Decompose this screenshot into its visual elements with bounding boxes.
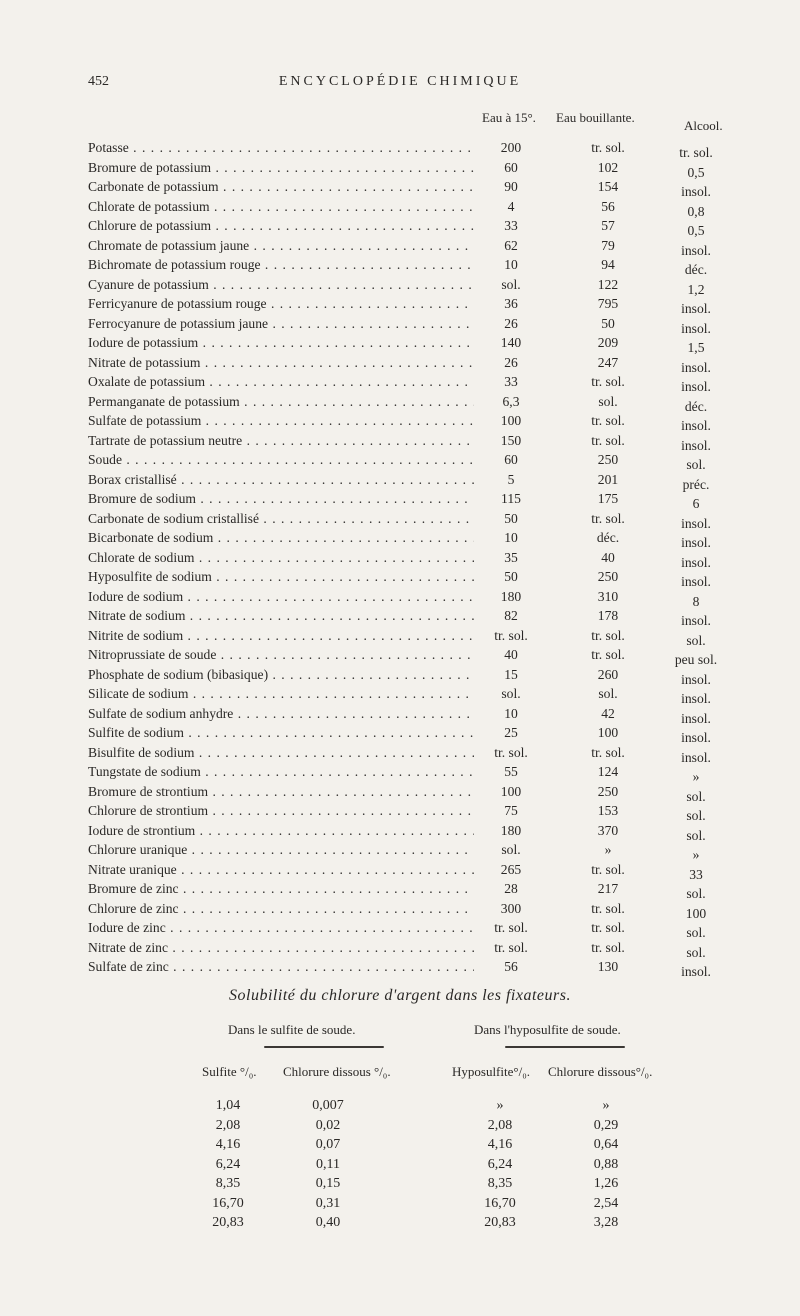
substance-name: Chlorure uranique . . .	[88, 840, 474, 860]
value-eau-bouillante: 130	[597, 959, 619, 974]
value-alcool: insol.	[681, 671, 711, 687]
value-eau-bouillante: 209	[597, 335, 619, 350]
value-eau-15: 300	[500, 900, 522, 916]
substance-name: Carbonate de sodium cristallisé . . .	[88, 509, 474, 529]
value-eau-15: 56	[504, 959, 518, 974]
value-alcool: insol.	[681, 242, 711, 258]
value-eau-bouillante: tr. sol.	[591, 939, 625, 955]
value-alcool: insol.	[681, 730, 711, 745]
value-alcool: sol.	[686, 827, 706, 843]
value-eau-bouillante: 175	[597, 491, 619, 506]
table-row	[88, 177, 728, 197]
value-alcool: sol.	[686, 944, 706, 960]
value-eau-bouillante: 102	[597, 159, 619, 175]
value-sulfite: 2,08	[215, 1117, 241, 1133]
table-row	[88, 197, 728, 217]
substance-name: Ferricyanure de potassium rouge . . .	[88, 294, 474, 314]
table-row	[0, 1135, 800, 1155]
table-row	[88, 372, 728, 392]
value-chlorure-dissous: 2,54	[593, 1195, 619, 1211]
value-eau-15: 10	[504, 530, 518, 545]
substance-name: Iodure de potassium . . .	[88, 333, 474, 353]
value-alcool: sol.	[686, 925, 706, 940]
value-eau-15: 180	[500, 588, 522, 604]
table-row	[88, 158, 728, 178]
table-row	[0, 1194, 800, 1214]
value-hyposulfite: 20,83	[484, 1215, 516, 1230]
value-alcool: insol.	[681, 554, 711, 570]
value-chlorure-dissous: 1,26	[593, 1176, 619, 1191]
substance-name: Chromate de potassium jaune . . .	[88, 236, 474, 256]
value-eau-15: 25	[504, 725, 518, 740]
value-eau-15: 36	[504, 296, 518, 311]
substance-name: Carbonate de potassium . . .	[88, 177, 474, 197]
value-alcool: sol.	[686, 632, 706, 648]
table-row	[88, 665, 728, 685]
value-eau-bouillante: tr. sol.	[591, 374, 625, 389]
value-eau-15: sol.	[501, 276, 521, 292]
substance-name: Iodure de zinc . . .	[88, 918, 474, 938]
value-eau-15: 6,3	[502, 393, 520, 409]
table-row	[0, 1174, 800, 1194]
value-eau-15: 60	[504, 452, 518, 467]
value-eau-bouillante: 250	[597, 569, 619, 584]
value-alcool: insol.	[681, 359, 711, 375]
running-title: ENCYCLOPÉDIE CHIMIQUE	[278, 74, 522, 89]
column-header-chlorure-dissous: Chlorure dissous °/₀.	[283, 1064, 391, 1079]
value-eau-15: tr. sol.	[494, 920, 528, 935]
substance-name: Chlorure de potassium . . .	[88, 216, 474, 236]
table-row	[88, 353, 728, 373]
value-eau-bouillante: déc.	[596, 530, 620, 545]
value-eau-15: 35	[504, 549, 518, 565]
table-row	[88, 509, 728, 529]
table-row	[88, 528, 728, 548]
substance-name: Sulfate de potassium . . .	[88, 411, 474, 431]
table-row	[0, 1116, 800, 1136]
column-header-eau-bouillante: Eau bouillante.	[556, 110, 635, 125]
value-alcool: 33	[689, 866, 703, 882]
value-eau-bouillante: tr. sol.	[591, 140, 625, 155]
value-eau-15: 60	[504, 159, 518, 175]
table-row	[88, 743, 728, 763]
value-eau-bouillante: 201	[597, 471, 619, 487]
value-eau-bouillante: 42	[601, 705, 615, 721]
substance-name: Nitrate de potassium . . .	[88, 353, 474, 373]
value-eau-15: 26	[504, 354, 518, 370]
column-header-eau-15: Eau à 15°.	[482, 110, 536, 125]
value-eau-bouillante: 94	[601, 257, 615, 272]
table-row	[88, 645, 728, 665]
table-row	[88, 684, 728, 704]
value-alcool: insol.	[681, 379, 711, 394]
table-row	[88, 840, 728, 860]
table-row	[88, 762, 728, 782]
substance-name: Bichromate de potassium rouge . . .	[88, 255, 474, 275]
solubility-table-header	[0, 110, 800, 134]
value-eau-bouillante: tr. sol.	[591, 900, 625, 916]
value-eau-15: sol.	[501, 686, 521, 701]
value-eau-15: 140	[500, 335, 522, 350]
substance-name: Permanganate de potassium . . .	[88, 392, 474, 412]
table-row	[88, 723, 728, 743]
value-eau-15: tr. sol.	[494, 744, 528, 760]
substance-name: Nitrate de sodium . . .	[88, 606, 474, 626]
value-chlorure-dissous: 0,15	[315, 1176, 341, 1191]
table-row	[88, 606, 728, 626]
value-eau-bouillante: 310	[597, 588, 619, 604]
value-eau-bouillante: sol.	[598, 393, 618, 409]
substance-name: Bicarbonate de sodium . . .	[88, 528, 474, 548]
value-sulfite: 6,24	[215, 1156, 241, 1172]
value-alcool: »	[692, 769, 700, 784]
value-eau-15: 33	[504, 374, 518, 389]
value-eau-bouillante: tr. sol.	[591, 647, 625, 662]
value-chlorure-dissous: »	[602, 1098, 610, 1113]
value-eau-15: 26	[504, 315, 518, 331]
substance-name: Oxalate de potassium . . .	[88, 372, 474, 392]
substance-name: Potasse . . .	[88, 138, 474, 158]
value-eau-bouillante: tr. sol.	[591, 510, 625, 526]
value-chlorure-dissous: 3,28	[593, 1215, 619, 1230]
substance-name: Chlorate de potassium . . .	[88, 197, 474, 217]
value-eau-15: 75	[504, 803, 518, 818]
value-eau-15: 10	[504, 257, 518, 272]
value-alcool: peu sol.	[674, 652, 718, 667]
value-eau-bouillante: tr. sol.	[591, 432, 625, 448]
value-hyposulfite: 16,70	[484, 1195, 516, 1211]
value-sulfite: 1,04	[215, 1098, 241, 1113]
value-eau-bouillante: 50	[601, 315, 615, 331]
value-alcool: insol.	[681, 535, 711, 550]
hyposulfite-heading: Dans l'hyposulfite de soude.	[474, 1022, 621, 1037]
value-hyposulfite: 6,24	[487, 1156, 513, 1172]
value-alcool: insol.	[681, 184, 711, 199]
table-row	[88, 314, 728, 334]
value-alcool: insol.	[681, 749, 711, 765]
value-eau-bouillante: 370	[597, 822, 619, 838]
substance-name: Cyanure de potassium . . .	[88, 275, 474, 295]
table-row	[88, 821, 728, 841]
value-eau-15: 265	[500, 861, 522, 877]
value-hyposulfite: 4,16	[487, 1137, 513, 1152]
value-eau-15: 40	[504, 647, 518, 662]
table-row	[88, 918, 728, 938]
table-row	[88, 801, 728, 821]
value-sulfite: 16,70	[212, 1195, 244, 1211]
substance-name: Nitroprussiate de soude . . .	[88, 645, 474, 665]
value-alcool: insol.	[681, 418, 711, 433]
value-eau-bouillante: sol.	[598, 686, 618, 701]
value-alcool: déc.	[684, 398, 708, 414]
substance-name: Tungstate de sodium . . .	[88, 762, 474, 782]
value-eau-bouillante: 217	[597, 881, 619, 896]
value-alcool: insol.	[681, 320, 711, 336]
section-title: Solubilité du chlorure d'argent dans les fixateurs.	[229, 987, 571, 1004]
table-row	[88, 489, 728, 509]
value-eau-bouillante: 178	[597, 608, 619, 623]
value-alcool: sol.	[686, 457, 706, 472]
substance-name: Bromure de sodium . . .	[88, 489, 474, 509]
substance-name: Iodure de strontium . . .	[88, 821, 474, 841]
value-eau-15: tr. sol.	[494, 939, 528, 955]
table-row	[88, 138, 728, 158]
substance-name: Bisulfite de sodium . . .	[88, 743, 474, 763]
decorative-rule	[264, 1046, 384, 1048]
value-eau-15: 5	[507, 471, 515, 487]
value-eau-bouillante: 260	[597, 666, 619, 682]
table-row	[88, 216, 728, 236]
value-eau-15: tr. sol.	[494, 627, 528, 643]
value-chlorure-dissous: 0,29	[593, 1117, 619, 1133]
table-row	[88, 879, 728, 899]
value-alcool: 100	[685, 905, 707, 921]
value-eau-15: 100	[500, 783, 522, 799]
value-alcool: 1,5	[687, 340, 705, 355]
table-row	[88, 294, 728, 314]
value-eau-bouillante: 56	[601, 198, 615, 214]
value-eau-bouillante: 124	[597, 764, 619, 779]
value-eau-15: 62	[504, 237, 518, 253]
value-eau-15: 50	[504, 569, 518, 584]
value-eau-bouillante: tr. sol.	[591, 920, 625, 935]
value-alcool: 0,5	[687, 223, 705, 238]
value-eau-bouillante: 250	[597, 452, 619, 467]
value-eau-15: 50	[504, 510, 518, 526]
value-eau-bouillante: 79	[601, 237, 615, 253]
value-alcool: 0,5	[687, 164, 705, 180]
table-row	[88, 899, 728, 919]
value-alcool: insol.	[681, 301, 711, 316]
table-row	[88, 392, 728, 412]
value-eau-bouillante: 100	[597, 725, 619, 740]
table-row	[88, 860, 728, 880]
table-row	[88, 938, 728, 958]
table-row	[88, 567, 728, 587]
value-eau-15: 28	[504, 881, 518, 896]
fixateurs-table	[0, 1096, 800, 1233]
substance-name: Chlorure de strontium . . .	[88, 801, 474, 821]
value-alcool: sol.	[686, 808, 706, 823]
table-row	[88, 275, 728, 295]
value-eau-bouillante: 154	[597, 179, 619, 194]
substance-name: Silicate de sodium . . .	[88, 684, 474, 704]
table-row	[88, 548, 728, 568]
value-eau-15: 15	[504, 666, 518, 682]
column-header-chlorure-dissous: Chlorure dissous°/₀.	[548, 1064, 653, 1079]
value-eau-15: sol.	[501, 842, 521, 857]
value-eau-bouillante: tr. sol.	[591, 413, 625, 428]
value-alcool: préc.	[682, 476, 710, 492]
value-alcool: sol.	[686, 788, 706, 804]
value-eau-bouillante: 247	[597, 354, 619, 370]
value-eau-bouillante: 153	[597, 803, 619, 818]
value-eau-15: 82	[504, 608, 518, 623]
solubility-table	[88, 138, 728, 977]
value-eau-15: 4	[507, 198, 515, 214]
value-eau-bouillante: 122	[597, 276, 619, 292]
page-header	[88, 74, 712, 96]
value-chlorure-dissous: 0,64	[593, 1137, 619, 1152]
value-chlorure-dissous: 0,07	[315, 1137, 341, 1152]
table-row	[88, 704, 728, 724]
substance-name: Nitrate de zinc . . .	[88, 938, 474, 958]
sulfite-heading: Dans le sulfite de soude.	[228, 1022, 356, 1037]
substance-name: Nitrite de sodium . . .	[88, 626, 474, 646]
value-hyposulfite: »	[496, 1098, 504, 1113]
substance-name: Bromure de zinc . . .	[88, 879, 474, 899]
value-eau-15: 180	[500, 822, 522, 838]
table-row	[0, 1213, 800, 1233]
value-eau-15: 90	[504, 179, 518, 194]
substance-name: Iodure de sodium . . .	[88, 587, 474, 607]
value-hyposulfite: 2,08	[487, 1117, 513, 1133]
table-row	[88, 957, 728, 977]
value-eau-bouillante: 40	[601, 549, 615, 565]
column-header-alcool: Alcool.	[684, 118, 723, 133]
substance-name: Bromure de strontium . . .	[88, 782, 474, 802]
substance-name: Chlorate de sodium . . .	[88, 548, 474, 568]
value-eau-bouillante: 795	[597, 296, 619, 311]
value-alcool: insol.	[681, 613, 711, 628]
value-alcool: 6	[692, 496, 700, 511]
table-row	[0, 1096, 800, 1116]
value-alcool: 1,2	[687, 281, 705, 297]
value-alcool: insol.	[681, 710, 711, 726]
value-eau-15: 200	[500, 140, 522, 155]
table-row	[88, 236, 728, 256]
substance-name: Bromure de potassium . . .	[88, 158, 474, 178]
value-eau-15: 55	[504, 764, 518, 779]
table-row	[88, 450, 728, 470]
value-sulfite: 4,16	[215, 1137, 241, 1152]
substance-name: Borax cristallisé . . .	[88, 470, 474, 490]
value-eau-bouillante: tr. sol.	[591, 744, 625, 760]
value-eau-15: 100	[500, 413, 522, 428]
decorative-rule	[505, 1046, 625, 1048]
value-alcool: insol.	[681, 515, 711, 531]
page-number: 452	[88, 74, 109, 89]
value-alcool: sol.	[686, 886, 706, 901]
substance-name: Sulfate de sodium anhydre . . .	[88, 704, 474, 724]
value-alcool: 0,8	[687, 203, 705, 219]
value-alcool: insol.	[681, 964, 711, 979]
substance-name: Hyposulfite de sodium . . .	[88, 567, 474, 587]
value-alcool: 8	[692, 593, 700, 609]
value-chlorure-dissous: 0,88	[593, 1156, 619, 1172]
value-sulfite: 20,83	[212, 1215, 244, 1230]
value-eau-bouillante: tr. sol.	[591, 627, 625, 643]
substance-name: Ferrocyanure de potassium jaune . . .	[88, 314, 474, 334]
substance-name: Tartrate de potassium neutre . . .	[88, 431, 474, 451]
value-eau-15: 115	[501, 491, 521, 506]
substance-name: Soude . . .	[88, 450, 474, 470]
column-header-sulfite: Sulfite °/₀.	[202, 1064, 257, 1079]
value-alcool: insol.	[681, 437, 711, 453]
value-chlorure-dissous: 0,02	[315, 1117, 341, 1133]
value-eau-bouillante: 250	[597, 783, 619, 799]
substance-name: Sulfite de sodium . . .	[88, 723, 474, 743]
value-eau-bouillante: 57	[601, 218, 615, 233]
value-eau-bouillante: tr. sol.	[591, 861, 625, 877]
value-chlorure-dissous: 0,40	[315, 1215, 341, 1230]
value-chlorure-dissous: 0,31	[315, 1195, 341, 1211]
value-eau-15: 10	[504, 705, 518, 721]
value-chlorure-dissous: 0,007	[312, 1098, 344, 1113]
table-row	[0, 1155, 800, 1175]
table-row	[88, 587, 728, 607]
value-eau-15: 33	[504, 218, 518, 233]
value-eau-bouillante: »	[604, 842, 612, 857]
table-row	[88, 782, 728, 802]
value-alcool: insol.	[681, 574, 711, 589]
column-header-hyposulfite: Hyposulfite°/₀.	[452, 1064, 530, 1079]
value-alcool: »	[692, 847, 700, 862]
table-row	[88, 431, 728, 451]
value-alcool: insol.	[681, 691, 711, 706]
substance-name: Chlorure de zinc . . .	[88, 899, 474, 919]
value-alcool: tr. sol.	[679, 145, 713, 160]
value-chlorure-dissous: 0,11	[316, 1156, 340, 1172]
value-hyposulfite: 8,35	[487, 1176, 513, 1191]
substance-name: Phosphate de sodium (bibasique) . . .	[88, 665, 474, 685]
substance-name: Nitrate uranique . . .	[88, 860, 474, 880]
value-sulfite: 8,35	[215, 1176, 241, 1191]
table-row	[88, 255, 728, 275]
value-eau-15: 150	[500, 432, 522, 448]
substance-name: Sulfate de zinc . . .	[88, 957, 474, 977]
table-row	[88, 626, 728, 646]
table-row	[88, 470, 728, 490]
value-alcool: déc.	[684, 262, 708, 277]
table-row	[88, 333, 728, 353]
table-row	[88, 411, 728, 431]
